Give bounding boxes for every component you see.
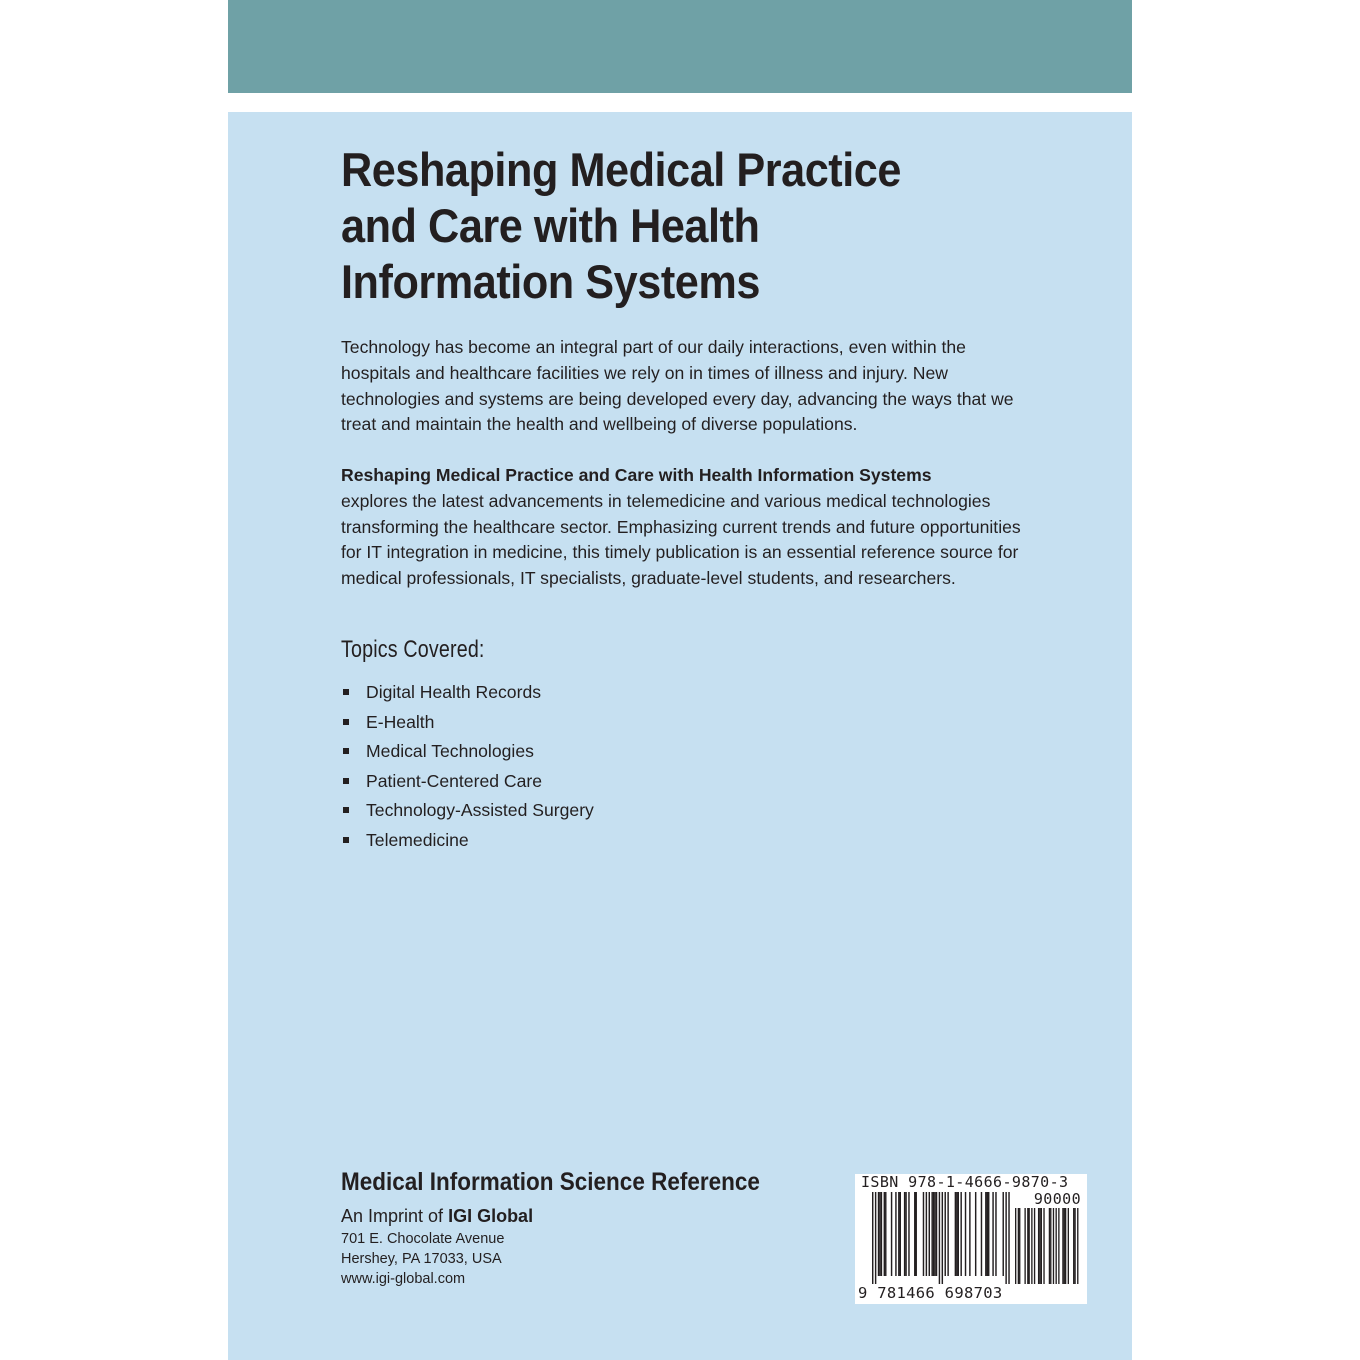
square-bullet-icon xyxy=(343,807,349,813)
barcode-guard-bar xyxy=(939,1192,940,1284)
addon-barcode-bar xyxy=(1053,1208,1054,1284)
barcode-bar xyxy=(945,1192,946,1276)
topic-item xyxy=(341,738,594,768)
barcode-bar xyxy=(947,1192,948,1276)
barcode-bar xyxy=(1003,1192,1004,1276)
top-color-band xyxy=(228,0,1132,93)
imprint-series-name: Medical Information Science Reference xyxy=(341,1168,760,1196)
publisher-address-line-1: 701 E. Chocolate Avenue xyxy=(341,1231,505,1247)
barcode-bar xyxy=(975,1192,976,1276)
topic-item xyxy=(341,797,594,827)
addon-barcode-bar xyxy=(1039,1208,1040,1284)
barcode-bar xyxy=(955,1192,956,1276)
square-bullet-icon xyxy=(343,837,349,843)
square-bullet-icon xyxy=(343,778,349,784)
addon-barcode-bar xyxy=(1024,1208,1025,1284)
price-code-label: 90000 xyxy=(1033,1190,1081,1208)
isbn-label: ISBN 978-1-4666-9870-3 xyxy=(861,1173,1069,1191)
addon-barcode-bar xyxy=(1041,1208,1042,1284)
barcode-bar xyxy=(958,1192,959,1276)
topic-label: Technology-Assisted Surgery xyxy=(366,800,594,820)
topics-heading: Topics Covered: xyxy=(341,636,485,663)
barcode-guard-bar xyxy=(1008,1192,1009,1284)
addon-barcode-bar xyxy=(1062,1208,1063,1284)
barcode-bar xyxy=(981,1192,982,1276)
topic-item xyxy=(341,709,594,739)
barcode-bar xyxy=(933,1192,934,1276)
addon-barcode-bar xyxy=(1058,1208,1059,1284)
barcode-guard-bar xyxy=(872,1192,873,1284)
topic-label: Digital Health Records xyxy=(366,682,542,702)
addon-barcode-bar xyxy=(1029,1208,1030,1284)
addon-barcode-bar xyxy=(1049,1208,1050,1284)
barcode-bar xyxy=(905,1192,906,1276)
addon-barcode-bar xyxy=(1050,1208,1051,1284)
addon-barcode-bars xyxy=(1015,1208,1081,1284)
topic-label: Telemedicine xyxy=(366,829,469,850)
barcode-bar xyxy=(908,1192,909,1276)
barcode-bar xyxy=(987,1192,988,1276)
topic-item xyxy=(341,827,594,857)
description-paragraph-1: Technology has become an integral part of our daily interactions, even within the hospitals and healthcare facilities we rely on in times of illness and injury. New technologies and systems are being developed every day, advancing the ways that we treat and maintain the health and wellbeing of diverse populations. xyxy=(341,337,1014,435)
barcode-bar xyxy=(934,1192,935,1276)
barcode-bar xyxy=(878,1192,879,1276)
barcode-bar xyxy=(969,1192,970,1276)
imprint-prefix: An Imprint of xyxy=(341,1206,444,1226)
barcode-bar xyxy=(992,1192,993,1276)
barcode-bar xyxy=(916,1192,917,1276)
ean-digits: 9 781466 698703 xyxy=(858,1284,1003,1302)
addon-barcode-bar xyxy=(1043,1208,1044,1284)
ean13-barcode-bars xyxy=(872,1192,1012,1284)
barcode-guard-bar xyxy=(942,1192,943,1284)
barcode-bar xyxy=(988,1192,989,1276)
addon-barcode-bar xyxy=(1027,1208,1028,1284)
barcode-bar xyxy=(926,1192,927,1276)
barcode-bar xyxy=(881,1192,882,1276)
imprint-publisher-line xyxy=(341,1204,533,1228)
addon-barcode-bar xyxy=(1038,1208,1039,1284)
addon-barcode-bar xyxy=(1073,1208,1074,1284)
barcode-bar xyxy=(936,1192,937,1276)
addon-barcode-bar xyxy=(1068,1208,1069,1284)
barcode-guard-bar xyxy=(875,1192,876,1284)
square-bullet-icon xyxy=(343,748,349,754)
barcode-bar xyxy=(931,1192,932,1276)
addon-barcode-bar xyxy=(1056,1208,1057,1284)
barcode-bar xyxy=(956,1192,957,1276)
topic-item xyxy=(341,679,594,709)
publisher-name: IGI Global xyxy=(448,1206,534,1226)
isbn-barcode xyxy=(855,1174,1087,1304)
description-book-title: Reshaping Medical Practice and Care with Health Information Systems xyxy=(341,465,932,485)
addon-barcode-bar xyxy=(1015,1208,1016,1284)
square-bullet-icon xyxy=(343,689,349,695)
addon-barcode-bar xyxy=(1018,1208,1019,1284)
barcode-guard-bar xyxy=(1005,1192,1006,1284)
barcode-bar xyxy=(885,1192,886,1276)
addon-barcode-bar xyxy=(1034,1208,1035,1284)
barcode-bar xyxy=(960,1192,961,1276)
barcode-bar xyxy=(898,1192,899,1276)
publisher-website: www.igi-global.com xyxy=(341,1271,466,1287)
addon-barcode-bar xyxy=(1074,1208,1075,1284)
addon-barcode-bar xyxy=(1031,1208,1032,1284)
barcode-bar xyxy=(929,1192,930,1276)
publisher-address-line-2: Hershey, PA 17033, USA xyxy=(341,1251,502,1267)
topic-label: Patient-Centered Care xyxy=(366,770,543,791)
barcode-bar xyxy=(904,1192,905,1276)
barcode-bar xyxy=(884,1192,885,1276)
addon-barcode-bar xyxy=(1065,1208,1066,1284)
barcode-bar xyxy=(995,1192,996,1276)
barcode-bar xyxy=(923,1192,924,1276)
barcode-bar xyxy=(895,1192,896,1276)
description-paragraph-2 xyxy=(341,463,1031,592)
addon-barcode-bar xyxy=(1019,1208,1020,1284)
topic-label: E-Health xyxy=(366,711,435,732)
barcode-bar xyxy=(985,1192,986,1276)
addon-barcode-bar xyxy=(1064,1208,1065,1284)
topics-list xyxy=(341,679,594,856)
book-title: Reshaping Medical Practice and Care with Health Information Systems xyxy=(341,143,901,308)
barcode-bar xyxy=(879,1192,880,1276)
square-bullet-icon xyxy=(343,719,349,725)
barcode-bar xyxy=(914,1192,915,1276)
addon-barcode-bar xyxy=(1077,1208,1078,1284)
barcode-bar xyxy=(965,1192,966,1276)
description-paragraph-2-text: explores the latest advancements in telemedicine and various medical technologies transforming the healthcare sector. Emphasizing current trends and future opportunities for IT integration in medicine, this timely publication is an essential reference source for medical professionals, IT specialists, graduate-level students, and researchers. xyxy=(341,490,1021,589)
barcode-bar xyxy=(900,1192,901,1276)
barcode-bar xyxy=(891,1192,892,1276)
topic-item xyxy=(341,768,594,798)
topic-label: Medical Technologies xyxy=(366,741,534,761)
